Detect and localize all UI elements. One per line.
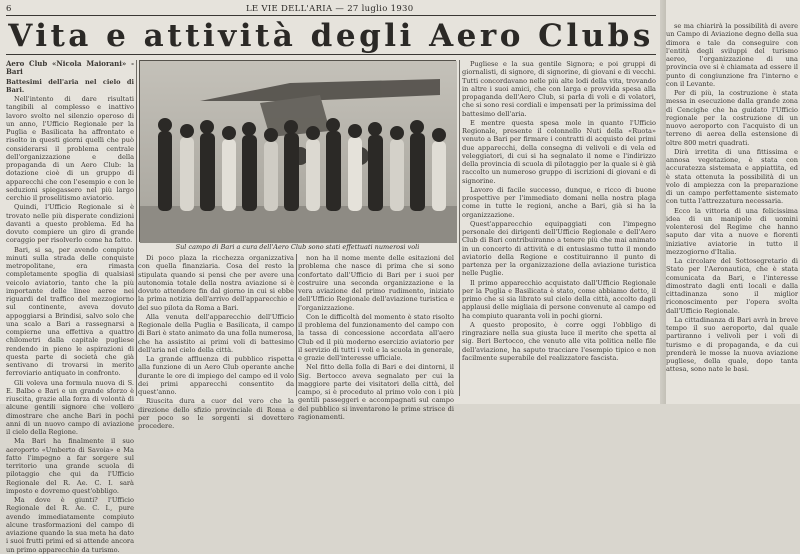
- paragraph: Quindi, l'Ufficio Regionale si è trovato nelle più disperate condizioni davanti a questo problema. Ed ha dovuto compiere un giro di grande coraggio per risolverlo come ha fatto.: [6, 203, 134, 245]
- paragraph: Il primo apparecchio acquistato dall'Ufficio Regionale per la Puglia e Basilicata è stato, come abbiamo detto, il primo che si sia librato sul cielo della città, accolto dagli applausi delle migliaia di persone convenute al campo ed ha compiuto quaranta voli in pochi giorni.: [462, 278, 656, 320]
- paragraph: La cittadinanza di Bari avrà in breve tempo il suo aeroporto, dal quale partiranno i velivoli per i voli di turismo e di propaganda, e da cui prenderà le mosse la nuova aviazione pugliese, della quale, dopo tanta attesa, sono nate le basi.: [666, 315, 798, 374]
- article-title: Vita e attività degli Aero Clubs: [6, 17, 656, 55]
- article-column-4: [462, 60, 656, 396]
- paragraph: Ma dove è giunti? l'Ufficio Regionale del R. Ae. C. I., pure avendo immediatamente compiuto alcune trasformazioni del campo di aviazione quando la sua meta ha dato i suoi frutti primi ed si attende ancora un primo apparecchio da turismo.: [6, 496, 134, 554]
- paragraph: Nell'intento di dare risultati tangibili al complesso e inattivo lavoro svolto nel silenzio operoso di un anno, l'Ufficio Regionale per la Puglia e Basilicata ha affrontato e risolto in questi giorni quelli che può considerarsi il problema centrale dell'organizzazione e della propaganda di un Aero Club: la dotazione cioè di un gruppo di apparecchi che con l'esempio e con le seduzioni spiegassero nel più largo cerchio il proselitismo aviatorio.: [6, 95, 134, 202]
- paragraph: Dirà irretita di una fittissima e annosa vegetazione, è stata con accuratezza sistemata e appiattita, ed è stata ottenuta la possibilità di un volo di ampiezza con la preparazione di un campo perfettamente sistemato con tutta l'attrezzatura necessaria.: [666, 147, 798, 206]
- article-photo: [139, 60, 456, 242]
- paragraph: Ma Bari ha finalmente il suo aeroporto «Umberto di Savoia» e Ma fatto l'impegno a far sorgere sul territorio una grande scuola di pilotaggio che qui da l'Ufficio Regionale del R. Ae. C. I. sarà imposto e dovremo quest'obbligo.: [6, 437, 134, 495]
- column-divider: [136, 60, 137, 396]
- paragraph: A questo proposito, è corre oggi l'obbligo di ringraziare nella sua giusta luce il merito che spetta al sig. Beri Bertocco, che venuto alle vita politica nelle file dell'aviazione, ha saputo tracciare l'esempio tipico e non facilmente superabile del realizzatore fascista.: [462, 320, 656, 362]
- paragraph: Quest'apparecchio equipaggiati con l'impegno personale dei dirigenti dell'Ufficio Regionale e dell'Aero Club di Bari contribuiranno a tenere più che mai animato in un concerto di attività e di entusiasmo tutto il mondo aviatorio della Regione e costituiranno il punto di partenza per la organizzazione della aviazione turistica nelle Puglie.: [462, 219, 656, 278]
- paragraph: Riuscita dura a cuor del vero che la direzione dello sfizio provinciale di Roma e per poco so le sorgenti si dovettero procedere.: [138, 397, 294, 430]
- paragraph: Lavoro di facile successo, dunque, e ricco di buone prospettive per l'immediato domani nella nostra plaga come in tutte le regioni, anche a Bari, già si ha la organizzazione.: [462, 185, 656, 219]
- page-header: [6, 2, 656, 16]
- photo-illustration: [140, 61, 457, 243]
- section-heading: Aero Club «Nicola Maiorani» - Bari: [6, 59, 134, 77]
- section-subheading: Battesimi dell'aria nel cielo di Bari.: [6, 77, 134, 94]
- paragraph: Gli voleva una formula nuova di S. E. Balbo e Bari e un grande sforzo è riuscita, grazie alla forza di volontà di alcune gentili signore che vollero dimostrare che anche Bari in pochi anni di un nuovo campo di aviazione il cielo della Regione.: [6, 378, 134, 436]
- paragraph: Con le difficoltà del momento è stato risolto il problema del funzionamento del campo con la tassa di concessione accordata all'aero Club ed il più moderno esercizio aviatorio per il servizio di tutti i voli e la scuola in generale, e grazie dell'interesse ufficiale.: [298, 312, 454, 362]
- running-title: LE VIE DELL'ARIA — 27 luglio 1930: [245, 3, 414, 14]
- paragraph: E mentre questa spesa mole in quanto l'Ufficio Regionale, presente il colonnello Nuti della «Ruota» venuto a Bari per firmare i contratti di acquisto dei primi due apparecchi, della consegna di velivoli e di vela ed veleggiatori, di cui si ha segnalato il nome e l'indirizzo della provincia di scuola di pilotaggio per la quale si è già raccolto un numeroso gruppo di iscrizioni di giovani e di signorine.: [462, 118, 656, 185]
- paragraph: Pugliese e la sua gentile Signora; e poi gruppi di giornalisti, di signore, di signorine, di giovani e di vecchi. Tutti concordavano nelle più alte lodi della vita, trovando in altre i suoi amici, che con larga e provvida spesa alla propaganda dell'Aero Club, si parla di voli e di volatori, che si sono resi cordiali e impensati per la primissima del battesimo dell'aria.: [462, 60, 656, 118]
- article-column-1: [6, 59, 134, 554]
- column-divider: [296, 254, 297, 396]
- paragraph: Per di più, la costruzione è stata messa in esecuzione dalla grande zona di Cencighe che ha guidato l'Ufficio regionale per la costruzione di un nuovo aeroporto con l'acquisto di un terreno di aerea della estensione di oltre 800 metri quadrati.: [666, 89, 798, 147]
- paragraph: Di poco plaza la ricchezza organizzativa con quella finanziaria. Cosa del resto la stipulata quando si pensi che per avere una autonomia totale della nostra aviazione si è dovuto attendere fin dal giorno in cui si ebbe la prima notizia dell'arrivo dell'apparecchio e del suo pilota da Roma a Bari.: [138, 254, 294, 312]
- column-divider: [459, 60, 460, 396]
- article-column-2: [138, 254, 294, 430]
- paragraph: La grande affluenza di pubblico rispetta alla funzione di un Aero Club operante anche durante le ore di impiego del campo ed il volo dei primi apparecchi consentito da quest'anno.: [138, 355, 294, 396]
- page-number: 6: [6, 3, 12, 14]
- photo-caption: Sul campo di Bari a cura dell'Aero Club sono stati effettuati numerosi voli: [175, 243, 420, 251]
- paragraph: Ecco la vittoria di una felicissima idea di un manipolo di uomini volenterosi del Regime che hanno saputo dar vita a nuove e fiorenti iniziative aviatorie in tutto il mezzogiorno d'Italia.: [666, 206, 798, 256]
- paragraph: La circolare del Sottosegretario di Stato per l'Aeronautica, che è stata comunicata da Bari, e l'interesse dimostrato dagli enti locali e dalla cittadinanza sono il miglior riconoscimento per l'opera svolta dall'Ufficio Regionale.: [666, 257, 798, 315]
- paragraph: non ha il nome mente delle esitazioni del problema che nasce di prima che si sono confortato dall'Ufficio di Bari per i suoi per costruire una seconda organizzazione e la vera aviazione del primo rudimento, iniziato dell'Ufficio Regionale dell'aviazione turistica e l'organizzazione.: [298, 254, 454, 312]
- article-column-3: [298, 254, 454, 421]
- article-column-5: [666, 22, 798, 396]
- paragraph: Nel fitto della folla di Bari e dei dintorni, il Sig. Bertocco aveva segnalato per cui la maggiore parte dei visitatori della città, del campo, si è proceduto al primo volo con i più gentili passeggeri e accompagnati sul campo del pubblico si inventarono le prime strisce di ragionamenti.: [298, 363, 454, 421]
- paragraph: se ma chiarirà la possibilità di avere un Campo di Aviazione degno della sua dimora e tale da conseguire con l'entità degli sviluppi del turismo aereo, l'organizzazione di una provincia ove si è chiamata ad essere il punto di congiunzione fra l'interno e con il Levante.: [666, 22, 798, 88]
- paragraph: Bari, si sa, per avendo compiuto minuti sulla strada delle conquiste metropolitane, era rimasta completamente spoglia di qualsiasi veicolo aviatorio, tanto che la più importante delle linee aeree nei riguardi del traffico del mezzogiorno sul continente, aveva dovuto appoggiarsi a Brindisi, salvo solo che una scalo a Bari a rassegnarsi a compierne una effettiva a quattro chilometri dalla capitale pugliese rendendo in pieno le aspirazioni di questa parte di società che già sentivano di trovarsi in merito ferroviario antiquato in confronto.: [6, 245, 134, 378]
- paragraph: Alla venuta dell'apparecchio dell'Ufficio Regionale della Puglia e Basilicata, il campo di Bari è stato animato da una folla numerosa, che ha assistito ai primi voli di battesimo dell'aria nel cielo della città.: [138, 312, 294, 354]
